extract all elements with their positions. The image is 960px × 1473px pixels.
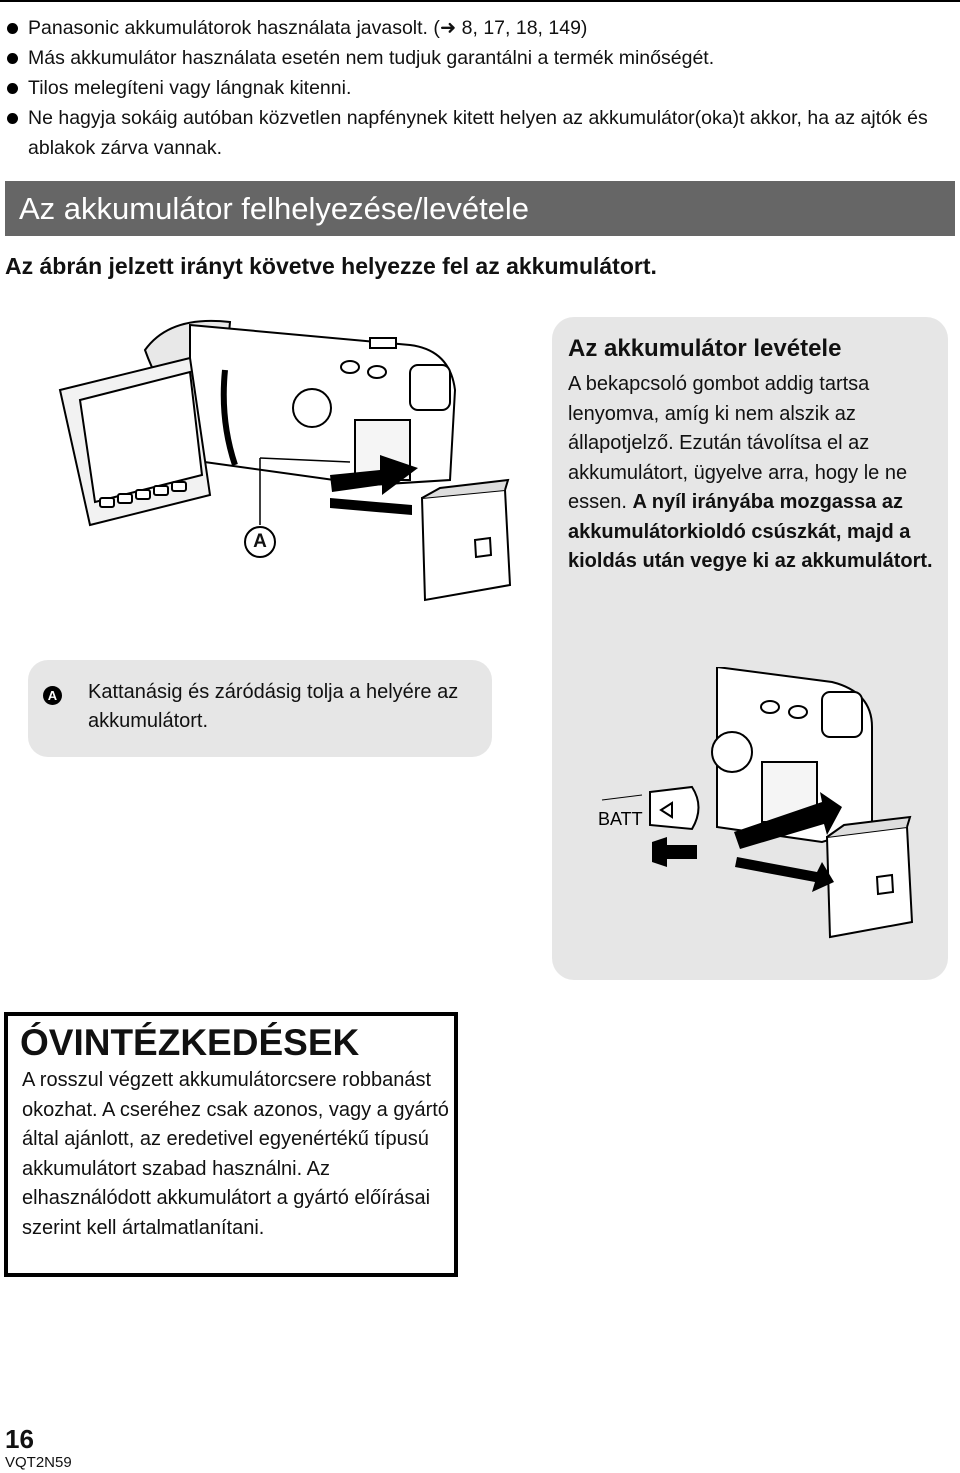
list-item: Tilos melegíteni vagy lángnak kitenni. (4, 73, 954, 103)
warning-text: A rosszul végzett akkumulátorcsere robbanást okozhat. A cseréhez csak azonos, vagy a gyártó által ajánlott, az eredetivel egyenértékű típusú akkumulátort szabad használni. Az elhasználódott akkumulátort a gyártó előírásai szerint kell ártalmatlanítani. (22, 1069, 449, 1239)
list-item: Panasonic akkumulátorok használata javasolt. (➜ 8, 17, 18, 149) (4, 13, 954, 43)
camcorder-insert-illustration (50, 310, 520, 610)
warning-title: ÓVINTÉZKEDÉSEK (20, 1022, 360, 1063)
removal-text (568, 370, 940, 577)
document-code: VQT2N59 (5, 1454, 72, 1471)
removal-title: Az akkumulátor levétele (568, 335, 842, 362)
note-badge-a: A (43, 686, 62, 705)
insert-instruction: Az ábrán jelzett irányt követve helyezze fel az akkumulátort. (5, 253, 657, 279)
list-item: Ne hagyja sokáig autóban közvetlen napfénynek kitett helyen az akkumulátor(oka)t akkor, ha az ajtók és ablakok zárva vannak. (4, 103, 954, 163)
batt-label: BATT (598, 809, 643, 829)
callout-label-a: A (244, 526, 276, 558)
list-item: Más akkumulátor használata esetén nem tudjuk garantálni a termék minőségét. (4, 43, 954, 73)
warning-box (4, 1012, 458, 1277)
precaution-list (4, 13, 954, 163)
battery-removal-panel (552, 317, 948, 980)
page-number: 16 (5, 1424, 34, 1454)
top-rule (0, 0, 960, 2)
section-header: Az akkumulátor felhelyezése/levétele (5, 181, 955, 236)
note-text: Kattanásig és záródásig tolja a helyére az akkumulátort. (88, 681, 459, 732)
insert-note-box (28, 660, 492, 757)
battery-release-illustration (572, 667, 922, 957)
removal-bold-instructions: A nyíl irányába mozgassa az akkumulátorkioldó csúszkát, majd a kioldás után vegye ki az akkumulátort. (568, 491, 933, 572)
removal-instructions: A bekapcsoló gombot addig tartsa lenyomva, amíg ki nem alszik az állapotjelző. Ezután távolítsa el az akkumulátort, ügyelve arra, hogy le ne essen. (568, 373, 908, 513)
